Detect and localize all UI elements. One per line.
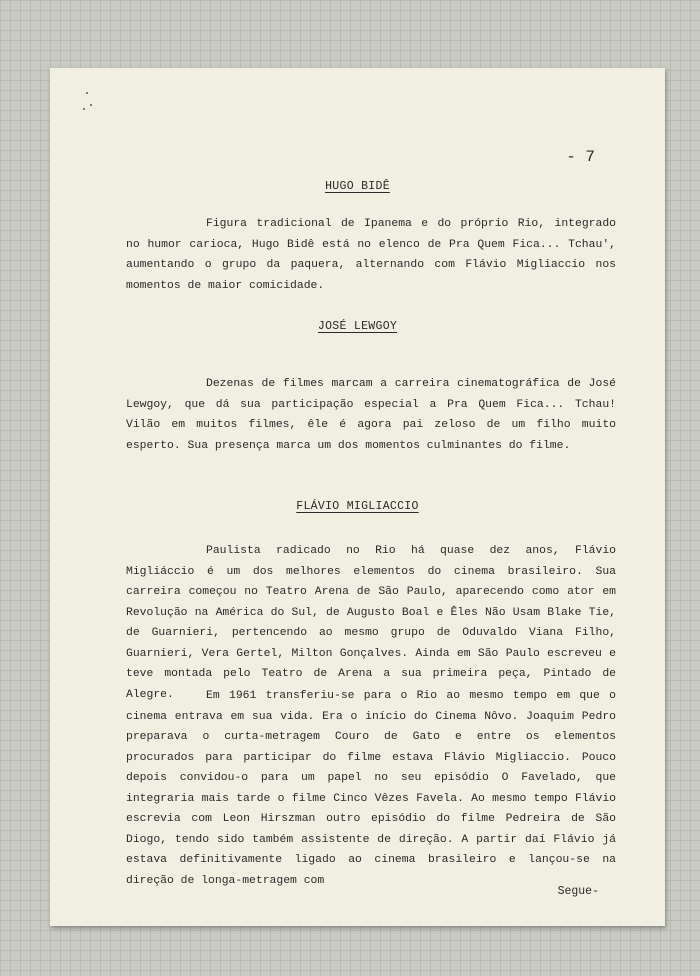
paper-speck <box>83 108 85 110</box>
page-number: - 7 <box>566 148 595 166</box>
paragraph-flavio-1: Paulista radicado no Rio há quase dez anos, Flávio Migliáccio é um dos melhores elementos do cinema brasileiro. Sua carreira começou no Teatro Arena de São Paulo, aparecendo como ator em Revolução na América do Sul, de Augusto Boal e Êles Não Usam Blake Tie, de Guarnieri, pertencendo ao mesmo grupo de Oduvaldo Viana Filho, Guarnieri, Vera Gertel, Milton Gonçalves. Ainda em São Paulo escreveu e teve montada pelo Teatro de Arena a sua primeira peça, Pintado de Alegre. <box>126 545 616 701</box>
continuation-note: Segue- <box>557 885 599 898</box>
typewritten-page <box>50 68 665 926</box>
paragraph-hugo-bide: Figura tradicional de Ipanema e do próprio Rio, integrado no humor carioca, Hugo Bidê está no elenco de Pra Quem Fica... Tchau', aumentando o grupo da paquera, alternando com Flávio Migliaccio nos momentos de maior comicidade. <box>126 218 616 292</box>
heading-flavio-migliaccio: FLÁVIO MIGLIACCIO <box>296 500 419 513</box>
paragraph-jose-lewgoy: Dezenas de filmes marcam a carreira cinematográfica de José Lewgoy, que dá sua participação especial a Pra Quem Fica... Tchau! Vilão em muitos filmes, êle é agora pai zeloso de um filho muito esperto. Sua presença marca um dos momentos culminantes do filme. <box>126 378 616 452</box>
paragraph-flavio-2: Em 1961 transferiu-se para o Rio ao mesmo tempo em que o cinema entrava em sua vida. Era o início do Cinema Nôvo. Joaquim Pedro preparava o curta-metragem Couro de Gato e entre os elementos procurados para participar do filme estava Flávio Migliaccio. Pouco depois convidou-o para um papel no seu episódio O Favelado, que integraria mais tarde o filme Cinco Vêzes Favela. Ao mesmo tempo Flávio escrevia com Leon Hirszman outro episódio do filme Pedreira de São Diogo, tendo sido também assistente de direção. A partir daí Flávio já estava definitivamente ligado ao cinema brasileiro e lançou-se na direção de longa-metragem com <box>126 690 616 887</box>
paper-speck <box>86 92 88 94</box>
heading-hugo-bide: HUGO BIDÊ <box>325 180 390 193</box>
heading-jose-lewgoy: JOSÉ LEWGOY <box>317 320 398 333</box>
paper-speck <box>90 104 92 106</box>
